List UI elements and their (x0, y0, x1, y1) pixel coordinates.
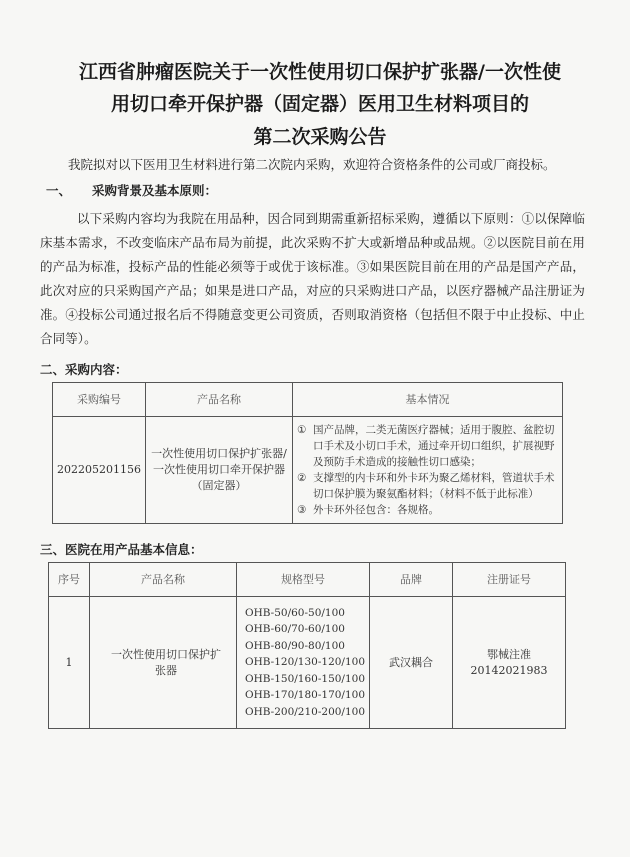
procurement-code-cell: 202205201156 (53, 417, 146, 524)
product-info-table (48, 562, 566, 729)
info-item-text: 国产品牌，二类无菌医疗器械；适用于腹腔、盆腔切口手术及小切口手术，通过牵开切口组织，扩展视野及预防手术造成的接触性切口感染； (313, 424, 555, 468)
info-item-text: 外卡环外径包含：各规格。 (313, 504, 439, 516)
header-product-name: 产品名称 (90, 563, 237, 597)
product-name-cell: 一次性使用切口保护扩张器 (90, 597, 237, 729)
spec-line: OHB-200/210-200/100 (245, 705, 366, 718)
section-3-heading: 三、医院在用产品基本信息： (40, 542, 203, 557)
product-name-cell: 一次性使用切口保护扩张器/一次性使用切口牵开保护器（固定器） (146, 417, 293, 524)
spec-line: OHB-50/60-50/100 (245, 606, 345, 619)
section-1-paragraph: 以下采购内容均为我院在用品种，因合同到期需重新招标采购，遵循以下原则：①以保障临床基本需求，不改变临床产品布局为前提，此次采购不扩大或新增品种或品规。②以医院目前在用的产品为标准，投标产品的性能必须等于或优于该标准。③如果医院目前在用的产品是国产产品，此次对应的只采购国产产品；如果是进口产品，对应的只采购进口产品，以医疗器械产品注册证为准。④投标公司通过报名后不得随意变更公司资质，否则取消资格（包括但不限于中止投标、中止合同等）。 (40, 211, 585, 346)
info-item (297, 502, 558, 518)
basic-info-cell (293, 417, 563, 524)
header-index: 序号 (49, 563, 90, 597)
section-2-heading: 二、采购内容： (40, 362, 128, 377)
info-item (297, 422, 558, 470)
spec-line: OHB-60/70-60/100 (245, 623, 345, 636)
section-1-number: 一、 (46, 183, 72, 198)
intro-paragraph: 我院拟对以下医用卫生材料进行第二次院内采购，欢迎符合资格条件的公司或厂商投标。 (68, 157, 556, 172)
info-item-number: ① (297, 424, 307, 436)
header-basic-info: 基本情况 (293, 383, 563, 417)
document-title-line-1: 江西省肿瘤医院关于一次性使用切口保护扩张器/一次性使 (79, 61, 561, 83)
document-title-line-2: 用切口牵开保护器（固定器）医用卫生材料项目的 (110, 93, 529, 115)
table-row (53, 417, 563, 524)
info-item-number: ③ (297, 504, 307, 516)
index-cell: 1 (49, 597, 90, 729)
brand-cell: 武汉耦合 (370, 597, 453, 729)
info-item (297, 470, 558, 502)
section-1-heading: 采购背景及基本原则： (92, 183, 218, 198)
info-item-number: ② (297, 472, 307, 484)
spec-line: OHB-80/90-80/100 (245, 639, 345, 652)
table-row (49, 597, 566, 729)
document-title-line-3: 第二次采购公告 (253, 126, 387, 148)
spec-line: OHB-170/180-170/100 (245, 689, 366, 702)
header-registration: 注册证号 (453, 563, 566, 597)
header-spec-model: 规格型号 (237, 563, 370, 597)
header-product-name: 产品名称 (146, 383, 293, 417)
spec-model-cell (237, 597, 370, 729)
spec-line: OHB-150/160-150/100 (245, 672, 366, 685)
header-procurement-code: 采购编号 (53, 383, 146, 417)
registration-cell: 鄂械注准 20142021983 (453, 597, 566, 729)
header-brand: 品牌 (370, 563, 453, 597)
procurement-table (52, 382, 563, 524)
info-item-text: 支撑型的内卡环和外卡环为聚乙烯材料，管道状手术切口保护膜为聚氨酯材料；（材料不低于此标准） (313, 472, 555, 500)
table-header-row (49, 563, 566, 597)
spec-line: OHB-120/130-120/100 (245, 656, 366, 669)
table-header-row (53, 383, 563, 417)
